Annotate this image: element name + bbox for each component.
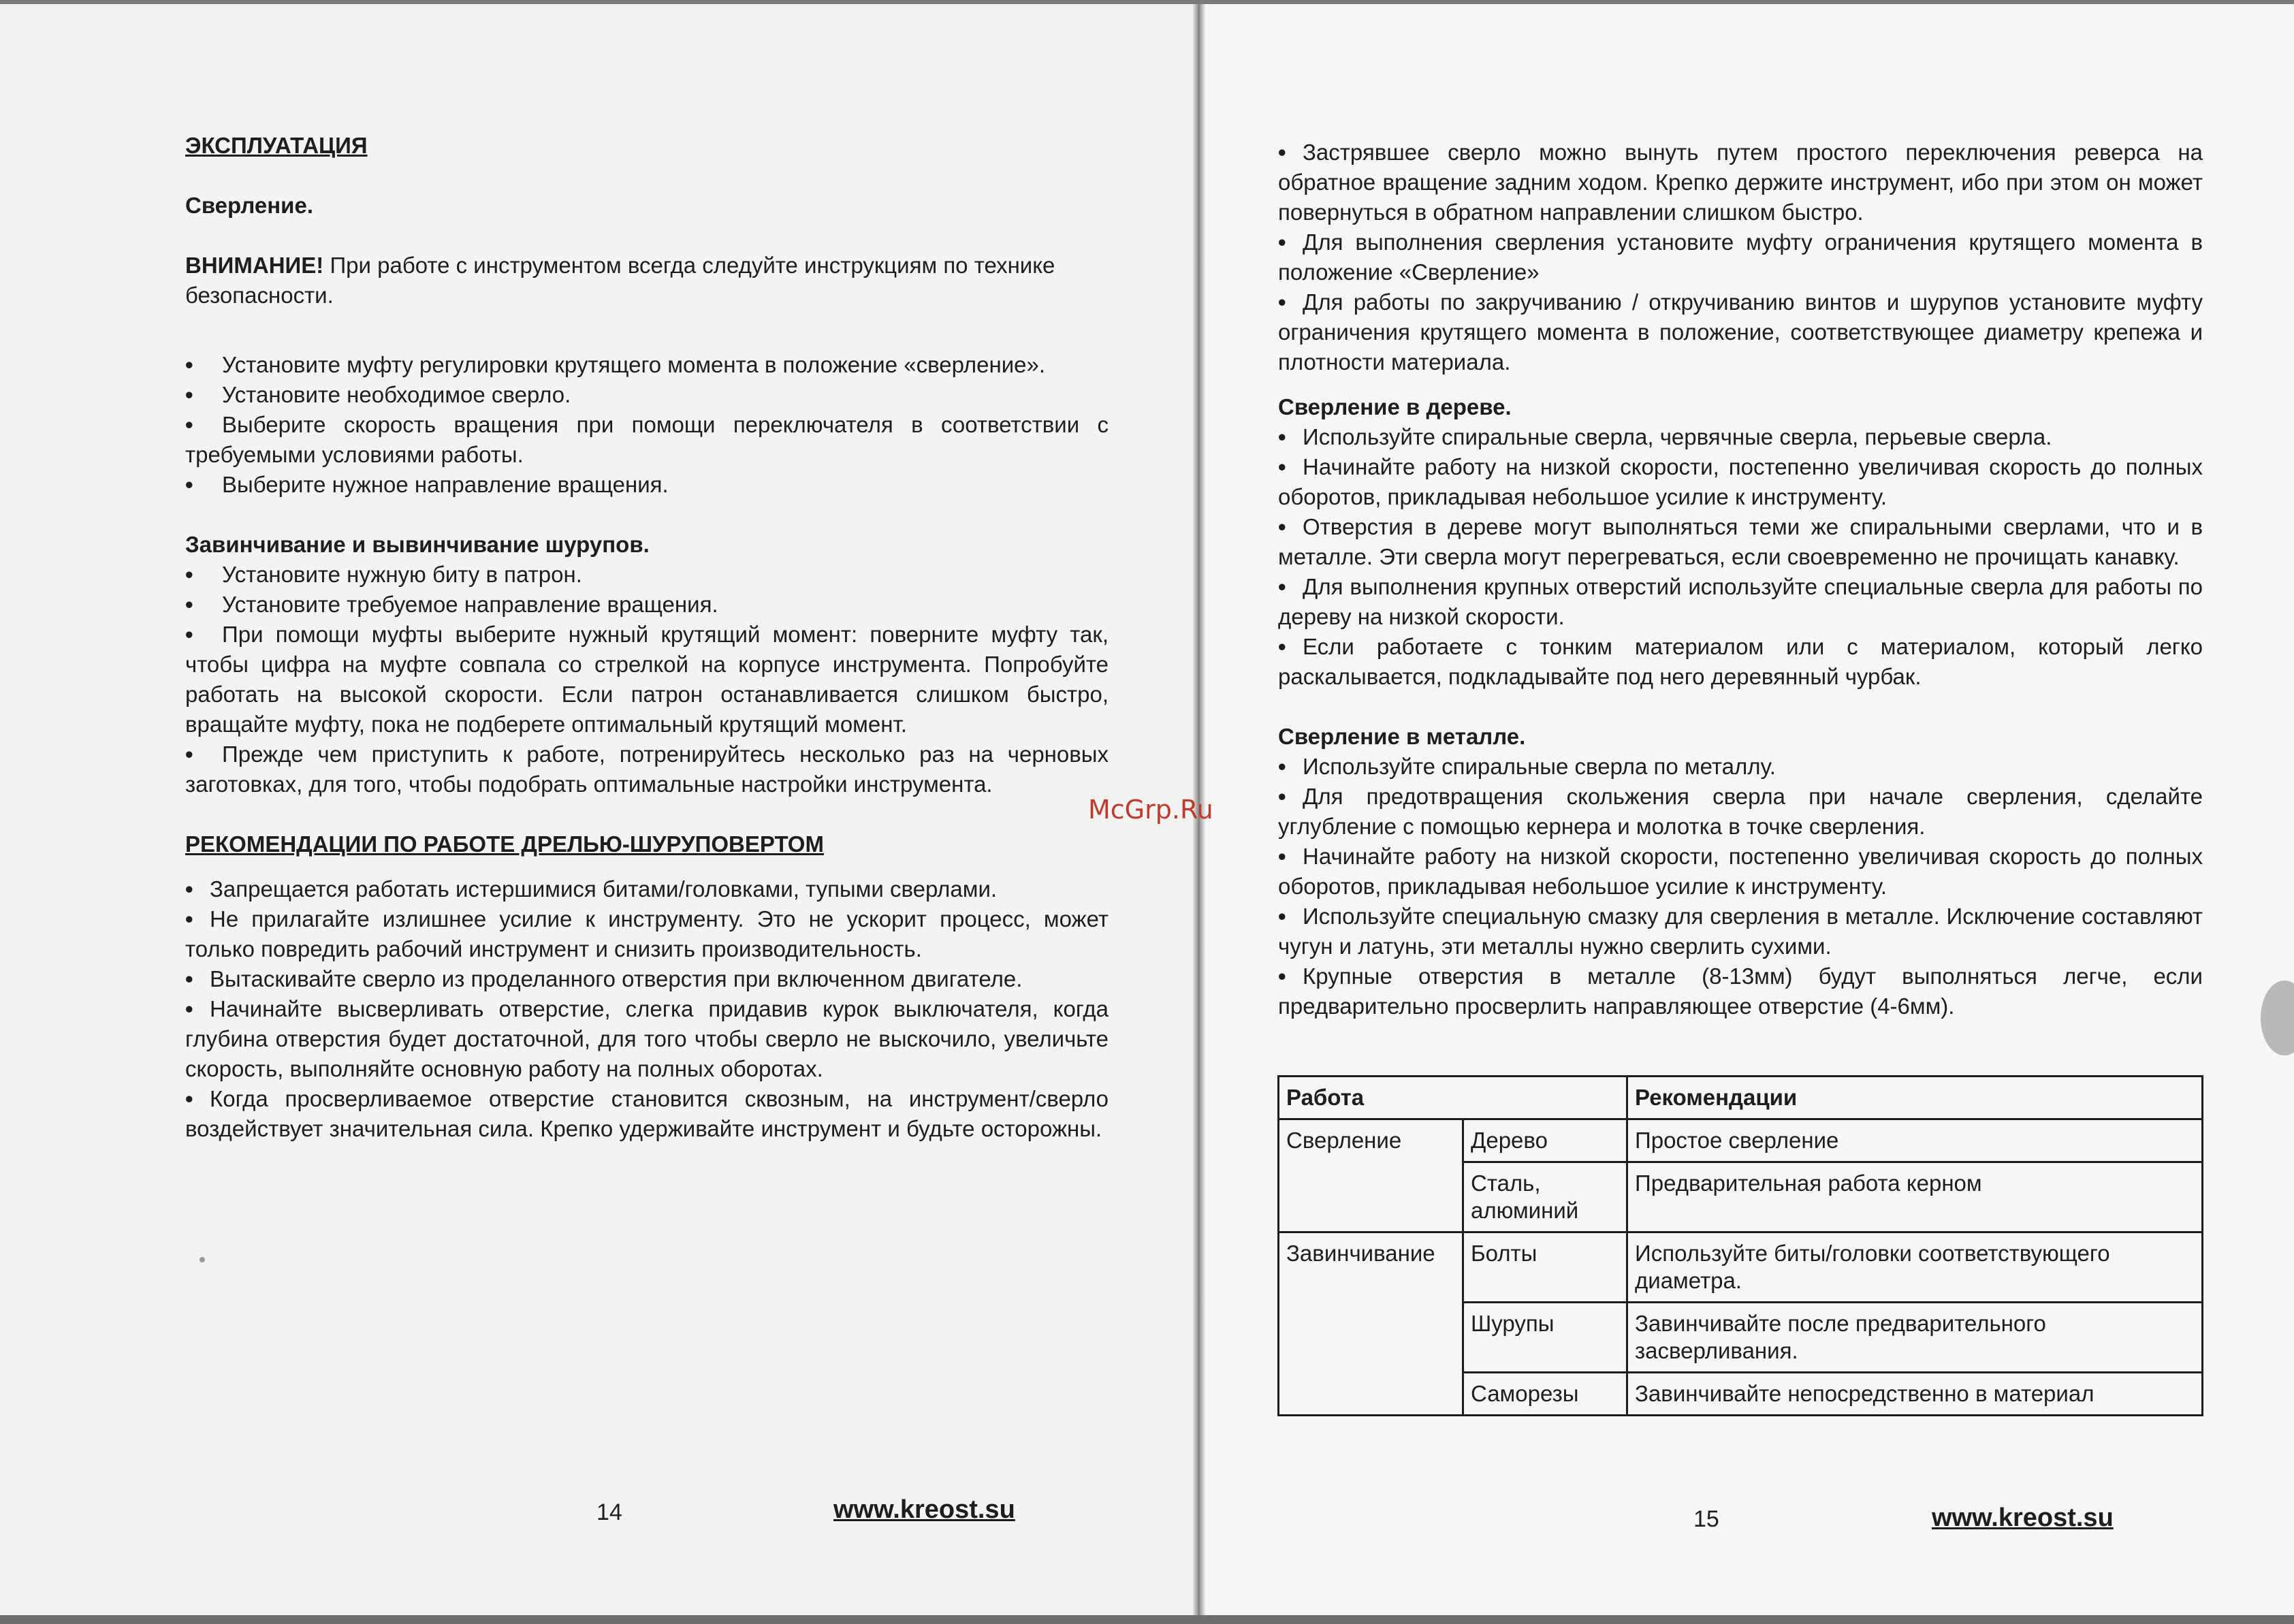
list-item: • Когда просверливаемое отверстие становится сквозным, на инструмент/сверло воздействует значительная сила. Крепко удерживайте инструмент и будьте осторожны. [185, 1086, 1109, 1141]
list-item: • Застрявшее сверло можно вынуть путем простого переключения реверса на обратное вращение задним ходом. Крепко держите инструмент, ибо при этом он может повернуться в обратном направлении слишком быстро. [1278, 140, 2203, 225]
wood-list [1278, 422, 2203, 692]
list-item: • Прежде чем приступить к работе, потренируйтесь несколько раз на черновых заготовках, для того, чтобы подобрать оптимальные настройки инструмента. [185, 742, 1109, 797]
metal-title: Сверление в металле. [1278, 724, 1526, 749]
list-item: • Выберите скорость вращения при помощи переключателя в соответствии с требуемыми условиями работы. [185, 412, 1109, 467]
list-item: • Для выполнения крупных отверстий используйте специальные сверла для работы по дереву на низкой скорости. [1278, 574, 2203, 629]
recommendation-cell: Завинчивайте после предварительного засверливания. [1627, 1303, 2203, 1373]
right-column [1278, 138, 2203, 1021]
list-item: • Выберите нужное направление вращения. [185, 472, 669, 497]
recommendation-cell: Простое сверление [1627, 1119, 2203, 1162]
list-item: • Отверстия в дереве могут выполняться теми же спиральными сверлами, что и в металле. Эти сверла могут перегреваться, если своевременно не прочищать канавку. [1278, 514, 2203, 569]
list-item: • Запрещается работать истершимися битами/головками, тупыми сверлами. [185, 876, 998, 902]
material-cell: Сталь, алюминий [1463, 1162, 1627, 1232]
group-drilling: Сверление [1279, 1119, 1463, 1232]
list-item: • Для предотвращения скольжения сверла при начале сверления, сделайте углубление с помощью кернера и молотка в точке сверления. [1278, 784, 2203, 839]
list-item: • При помощи муфты выберите нужный крутящий момент: поверните муфту так, чтобы цифра на муфте совпала со стрелкой на корпусе инструмента. Попробуйте работать на высокой скорости. Если патрон останавливается слишком быстро, вращайте муфту, пока не подберете оптимальный крутящий момент. [185, 622, 1109, 737]
list-item: • Используйте спиральные сверла, червячные сверла, перьевые сверла. [1278, 424, 2052, 449]
page-number-left: 14 [596, 1499, 622, 1525]
drilling-title: Сверление. [185, 193, 313, 218]
drilling-list [185, 350, 1109, 500]
header-recommendations: Рекомендации [1627, 1077, 2203, 1119]
recommendation-cell: Предварительная работа керном [1627, 1162, 2203, 1232]
material-cell: Саморезы [1463, 1373, 1627, 1416]
screw-title: Завинчивание и вывинчивание шурупов. [185, 532, 650, 557]
wood-title: Сверление в дереве. [1278, 394, 1512, 419]
material-cell: Болты [1463, 1232, 1627, 1303]
recommendations-table [1277, 1075, 2203, 1416]
list-item: • Установите необходимое сверло. [185, 382, 571, 407]
table-row [1279, 1232, 2203, 1303]
list-item: • Установите требуемое направление вращения. [185, 592, 718, 617]
warning-label: ВНИМАНИЕ! [185, 253, 324, 278]
group-screwing: Завинчивание [1279, 1232, 1463, 1416]
list-item: • Установите муфту регулировки крутящего момента в положение «сверление». [185, 352, 1045, 377]
list-item: • Не прилагайте излишнее усилие к инструменту. Это не ускорит процесс, может только повредить рабочий инструмент и снизить производительность. [185, 906, 1109, 961]
list-item: • Начинайте работу на низкой скорости, постепенно увеличивая скорость до полных оборотов, прикладывая небольшое усилие к инструменту. [1278, 844, 2203, 899]
site-link-right[interactable]: www.kreost.su [1932, 1503, 2114, 1532]
warning-paragraph [185, 251, 1109, 311]
list-item: • Начинайте высверливать отверстие, слегка придавив курок выключателя, когда глубина отверстия будет достаточной, для того чтобы сверло не выскочило, увеличьте скорость, выполняйте основную работу на полных оборотах. [185, 996, 1109, 1081]
table-row [1279, 1119, 2203, 1162]
list-item: • Для работы по закручиванию / откручиванию винтов и шурупов установите муфту ограничения крутящего момента в положение, соответствующее диаметру крепежа и плотности материала. [1278, 289, 2203, 375]
section-heading: ЭКСПЛУАТАЦИЯ [185, 133, 368, 158]
material-cell: Дерево [1463, 1119, 1627, 1162]
list-item: • Используйте специальную смазку для сверления в металле. Исключение составляют чугун и латунь, эти металлы нужно сверлить сухими. [1278, 904, 2203, 959]
warning-text: При работе с инструментом всегда следуйте инструкциям по технике безопасности. [185, 253, 1055, 308]
scan-bottom-edge [0, 1615, 2294, 1624]
watermark: McGrp.Ru [1088, 795, 1213, 825]
recommendations-list [185, 874, 1109, 1144]
page-number-right: 15 [1693, 1506, 1719, 1532]
material-cell: Шурупы [1463, 1303, 1627, 1373]
site-link-left[interactable]: www.kreost.su [833, 1495, 1015, 1524]
recommendation-cell: Завинчивайте непосредственно в материал [1627, 1373, 2203, 1416]
list-item: • Начинайте работу на низкой скорости, постепенно увеличивая скорость до полных оборотов, прикладывая небольшое усилие к инструменту. [1278, 454, 2203, 509]
header-work: Работа [1279, 1077, 1627, 1119]
recommendation-cell: Используйте биты/головки соответствующего диаметра. [1627, 1232, 2203, 1303]
bleed-dot [200, 1257, 205, 1262]
list-item: • Для выполнения сверления установите муфту ограничения крутящего момента в положение «Сверление» [1278, 229, 2203, 285]
recommendations-heading: РЕКОМЕНДАЦИИ ПО РАБОТЕ ДРЕЛЬЮ-ШУРУПОВЕРТОМ [185, 831, 824, 857]
top-list [1278, 138, 2203, 377]
list-item: • Установите нужную биту в патрон. [185, 562, 582, 587]
list-item: • Используйте спиральные сверла по металлу. [1278, 754, 1776, 779]
list-item: • Если работаете с тонким материалом или с материалом, который легко раскалывается, подкладывайте под него деревянный чурбак. [1278, 634, 2203, 689]
metal-list [1278, 752, 2203, 1021]
table-header-row [1279, 1077, 2203, 1119]
screw-list [185, 560, 1109, 799]
list-item: • Вытаскивайте сверло из проделанного отверстия при включенном двигателе. [185, 966, 1023, 991]
scan-top-edge [0, 0, 2294, 4]
left-column [185, 131, 1109, 1144]
list-item: • Крупные отверстия в металле (8-13мм) будут выполняться легче, если предварительно просверлить направляющее отверстие (4-6мм). [1278, 964, 2203, 1019]
